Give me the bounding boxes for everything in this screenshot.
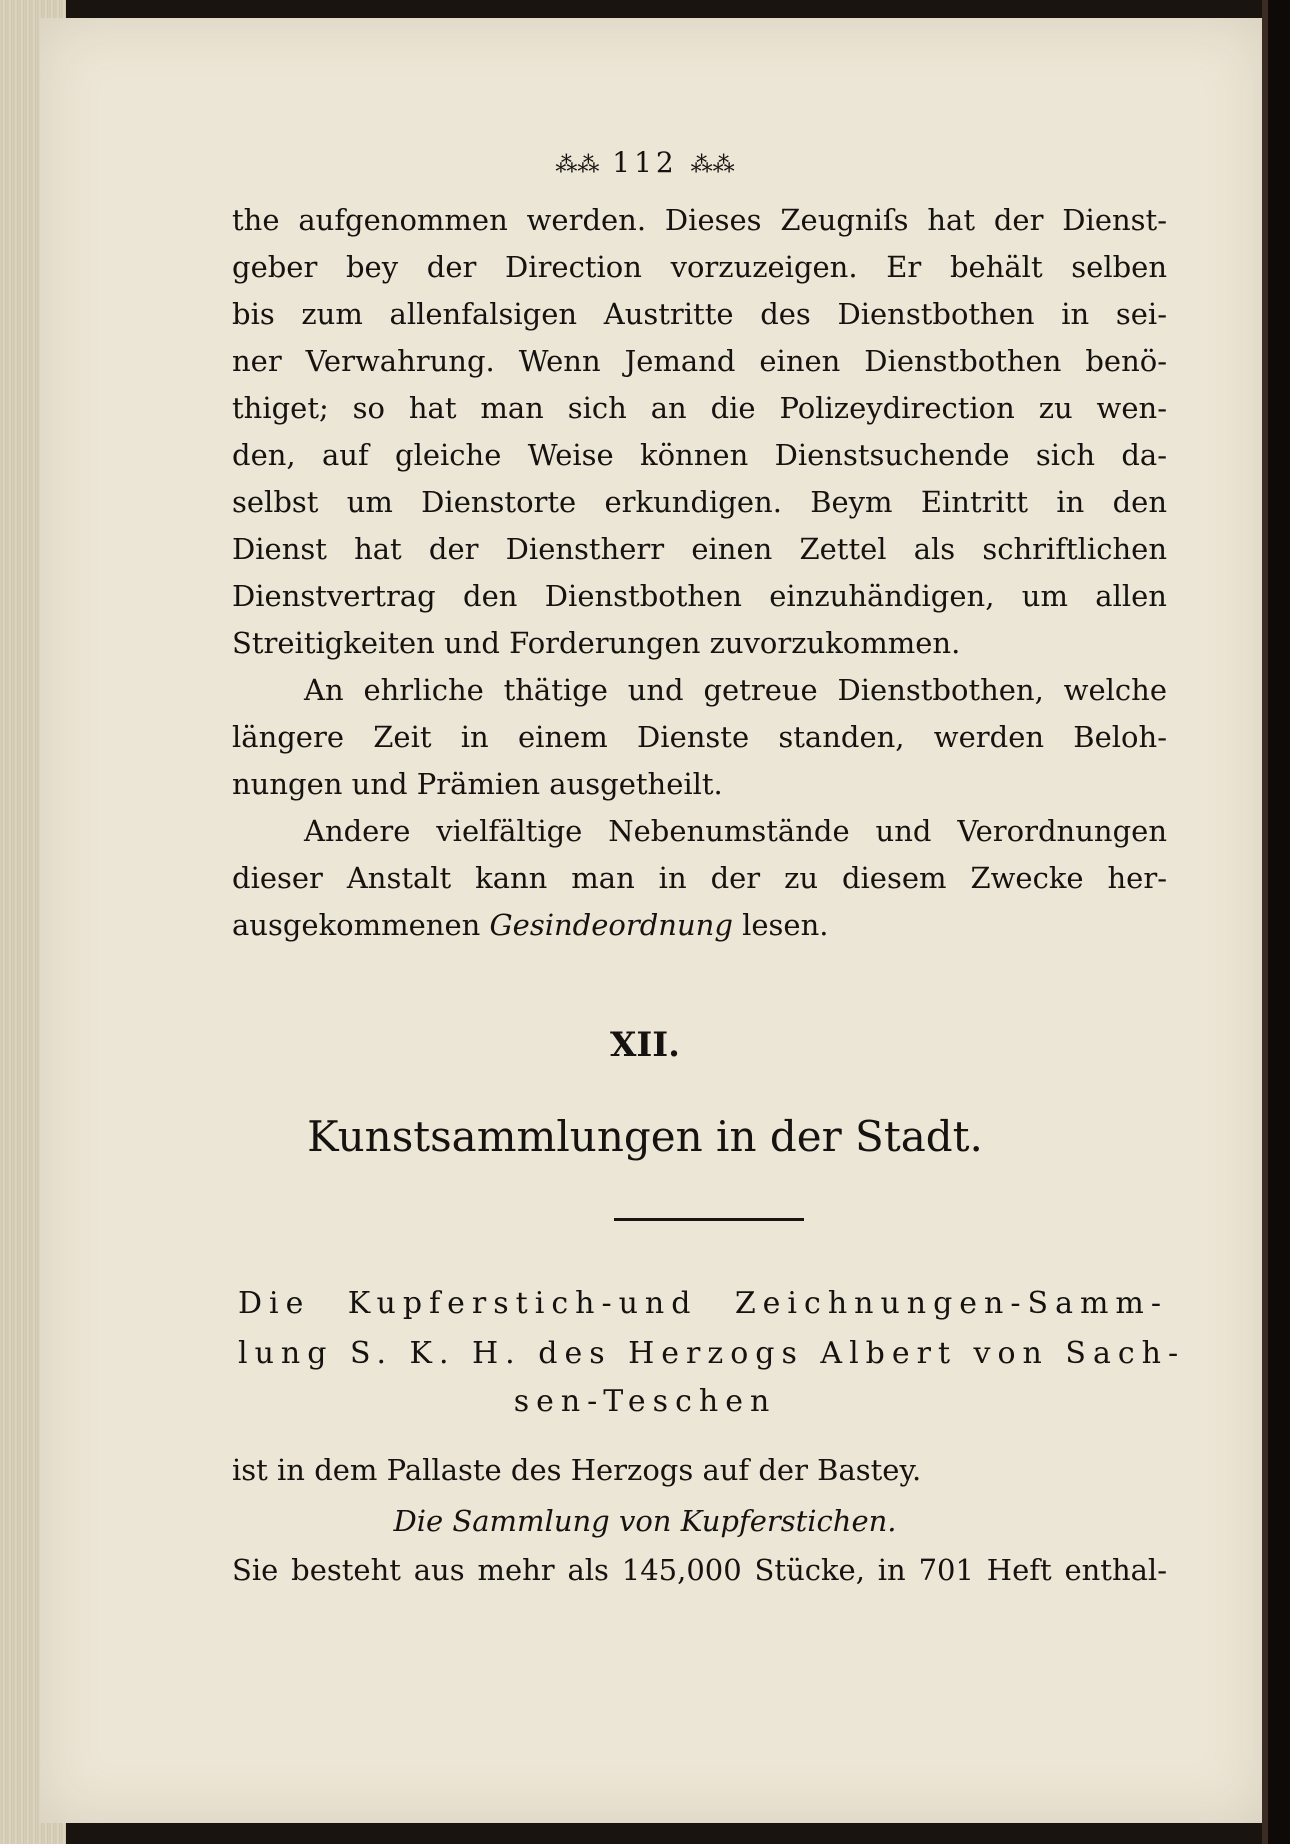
entry-heading-line: sen-Teschen	[513, 1384, 777, 1419]
text-run: lesen.	[732, 908, 829, 942]
page-header	[0, 146, 1290, 179]
page-number: 112	[612, 146, 678, 179]
scan-border	[1268, 0, 1290, 1844]
body-line: den, auf gleiche Weise können Dienstsuchende sich da-	[232, 438, 1167, 472]
body-line-with-italic	[232, 908, 1167, 942]
body-line: selbst um Dienstorte erkundigen. Beym Eintritt in den	[232, 485, 1167, 519]
body-line: dieser Anstalt kann man in der zu diesem Zwecke her-	[232, 861, 1167, 895]
body-line: the aufgenommen werden. Dieses Zeugniſs hat der Dienst-	[232, 203, 1167, 237]
body-line: thiget; so hat man sich an die Polizeydirection zu wen-	[232, 391, 1167, 425]
text-run: ausgekommenen	[232, 908, 490, 942]
body-line: Dienst hat der Dienstherr einen Zettel als schriftlichen	[232, 532, 1167, 566]
body-line: An ehrliche thätige und getreue Dienstbothen, welche	[304, 673, 1167, 707]
entry-heading-line: Die Kupferstich-und Zeichnungen-Samm-	[238, 1286, 1168, 1321]
body-line: geber bey der Direction vorzuzeigen. Er behält selben	[232, 250, 1167, 284]
body-line: nungen und Prämien ausgetheilt.	[232, 767, 723, 801]
body-line: Andere vielfältige Nebenumstände und Verordnungen	[304, 814, 1167, 848]
entry-subheading: Die Sammlung von Kupferstichen.	[393, 1504, 897, 1538]
section-divider	[614, 1218, 804, 1221]
section-numeral: XII.	[609, 1025, 681, 1065]
italic-term: Gesindeordnung	[489, 908, 733, 942]
body-line: Streitigkeiten und Forderungen zuvorzukommen.	[232, 626, 961, 660]
header-ornament-left: ⁂⁂	[555, 153, 600, 178]
header-ornament-right: ⁂⁂	[690, 153, 735, 178]
body-line: Sie besteht aus mehr als 145,000 Stücke, in 701 Heft enthal-	[232, 1553, 1167, 1587]
entry-heading-line: lung S. K. H. des Herzogs Albert von Sach-	[238, 1336, 1186, 1371]
entry-location: ist in dem Pallaste des Herzogs auf der Bastey.	[232, 1453, 922, 1487]
section-title: Kunstsammlungen in der Stadt.	[307, 1112, 983, 1161]
body-line: bis zum allenfalsigen Austritte des Dienstbothen in sei-	[232, 297, 1167, 331]
body-line: Dienstvertrag den Dienstbothen einzuhändigen, um allen	[232, 579, 1167, 613]
body-line: längere Zeit in einem Dienste standen, werden Beloh-	[232, 720, 1167, 754]
body-line: ner Verwahrung. Wenn Jemand einen Dienstbothen benö-	[232, 344, 1167, 378]
